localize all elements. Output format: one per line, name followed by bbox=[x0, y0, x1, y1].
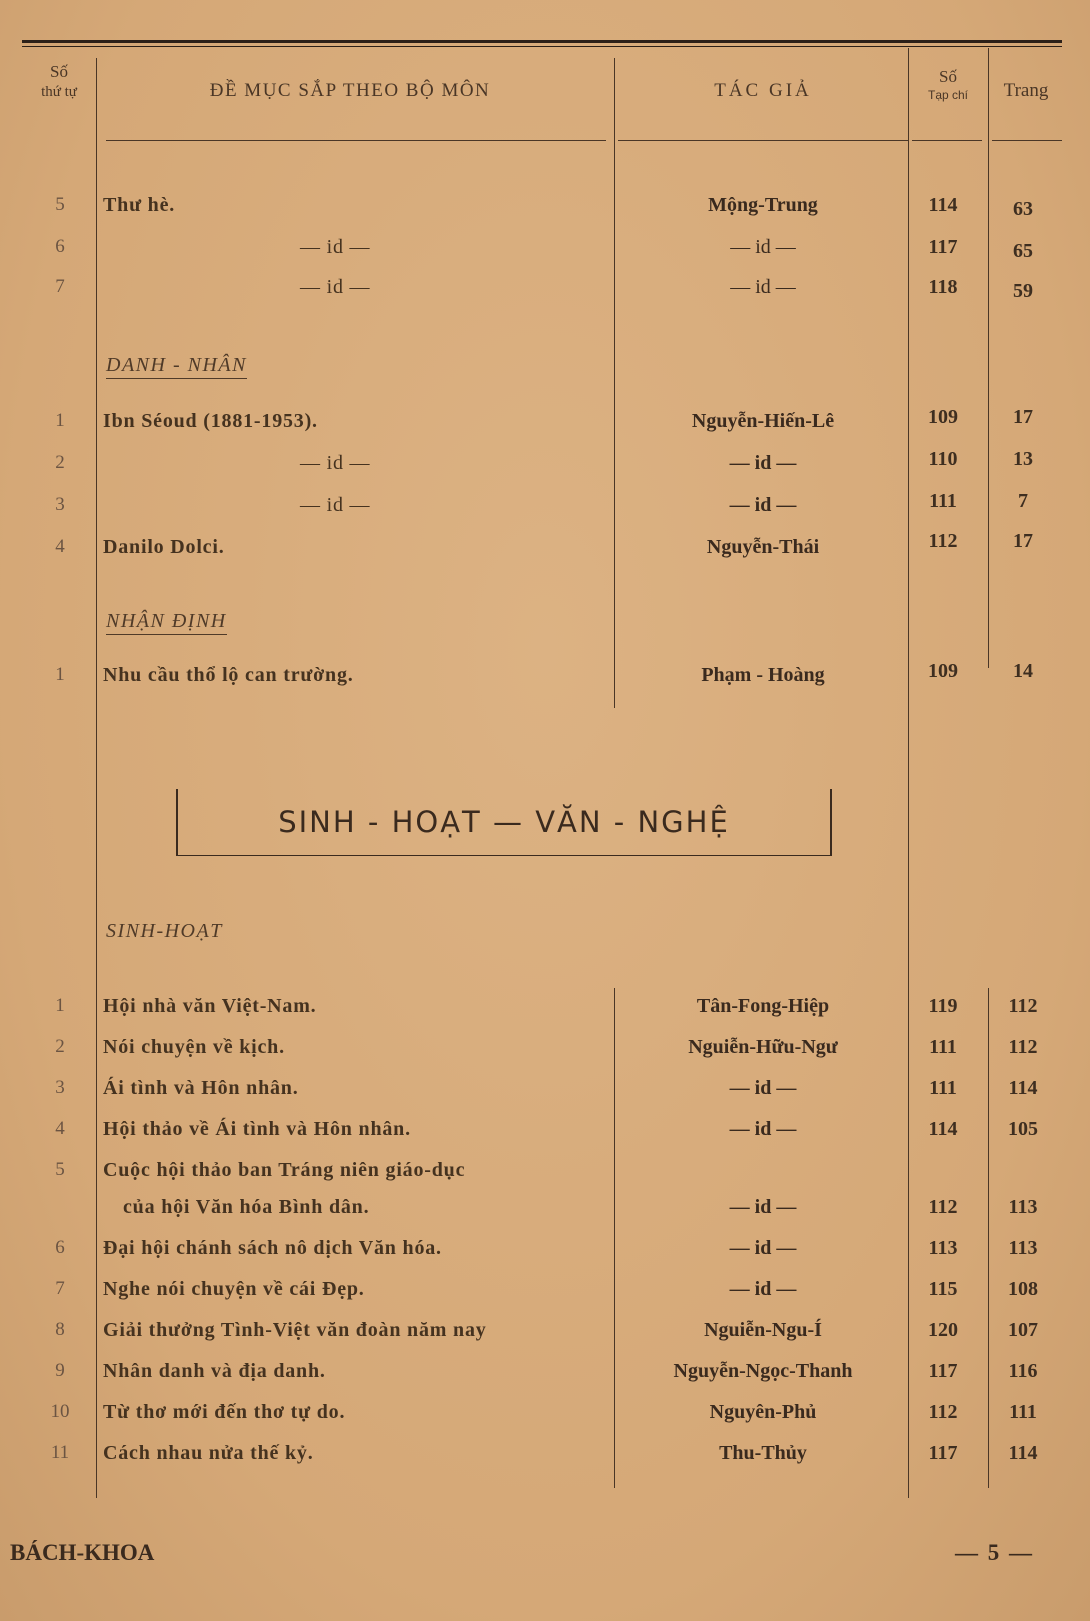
header-page: Trang bbox=[1003, 80, 1049, 101]
row-no: 1 bbox=[55, 410, 65, 431]
row-author: Thu-Thủy bbox=[719, 1442, 807, 1464]
row-no: 3 bbox=[55, 494, 65, 515]
row-author: Nguiễn-Hữu-Ngư bbox=[688, 1036, 838, 1058]
row-author: Phạm - Hoàng bbox=[701, 664, 825, 686]
row-issue: 111 bbox=[929, 1036, 957, 1058]
row-title: Nói chuyện về kịch. bbox=[103, 1036, 285, 1058]
row-page: 116 bbox=[1008, 1360, 1038, 1382]
divider-title-lower bbox=[614, 988, 615, 1488]
row-no: 5 bbox=[55, 1159, 65, 1180]
row-author: Nguyễn-Ngọc-Thanh bbox=[673, 1360, 853, 1382]
row-page: 113 bbox=[1008, 1237, 1038, 1259]
row-page: 112 bbox=[1008, 995, 1038, 1017]
row-issue: 115 bbox=[928, 1278, 958, 1300]
row-no: 4 bbox=[55, 1118, 65, 1139]
top-rule-thin bbox=[22, 46, 1062, 47]
header-no: Số thứ tự bbox=[41, 62, 77, 100]
header-underline-title bbox=[106, 140, 606, 141]
row-author: — id — bbox=[730, 236, 796, 258]
row-page: 59 bbox=[1013, 280, 1033, 302]
row-issue: 114 bbox=[928, 194, 958, 216]
row-title: Nhu cầu thổ lộ can trường. bbox=[103, 664, 354, 686]
row-page: 14 bbox=[1013, 660, 1033, 682]
divider-no bbox=[96, 58, 97, 1498]
row-page: 17 bbox=[1013, 406, 1033, 428]
row-no: 7 bbox=[55, 1278, 65, 1299]
row-no: 2 bbox=[55, 1036, 65, 1057]
section-heading: DANH - NHÂN bbox=[106, 354, 247, 379]
row-title: Thư hè. bbox=[103, 194, 176, 216]
row-title: Cuộc hội thảo ban Tráng niên giáo-dục bbox=[103, 1159, 466, 1181]
row-title: Hội thảo về Ái tình và Hôn nhân. bbox=[103, 1118, 411, 1140]
row-page: 107 bbox=[1008, 1319, 1038, 1341]
header-title: ĐỀ MỤC SẮP THEO BỘ MÔN bbox=[209, 80, 491, 101]
row-title: Cách nhau nửa thế kỷ. bbox=[103, 1442, 314, 1464]
row-no: 6 bbox=[55, 1237, 65, 1258]
row-title: Giải thưởng Tình-Việt văn đoàn năm nay bbox=[103, 1319, 487, 1341]
row-no: 4 bbox=[55, 536, 65, 557]
row-author: — id — bbox=[729, 494, 797, 516]
header-underline-issue bbox=[912, 140, 982, 141]
row-page: 17 bbox=[1013, 530, 1033, 552]
row-title: Nghe nói chuyện về cái Đẹp. bbox=[103, 1278, 365, 1300]
row-author: — id — bbox=[729, 1237, 797, 1259]
row-no: 3 bbox=[55, 1077, 65, 1098]
row-no: 2 bbox=[55, 452, 65, 473]
row-issue: 114 bbox=[928, 1118, 958, 1140]
row-page: 112 bbox=[1008, 1036, 1038, 1058]
row-issue: 112 bbox=[928, 530, 958, 552]
row-issue: 109 bbox=[928, 406, 958, 428]
row-author: — id — bbox=[729, 1196, 797, 1218]
header-underline-author bbox=[618, 140, 908, 141]
row-issue: 120 bbox=[928, 1319, 958, 1341]
header-issue: Số Tạp chí bbox=[927, 67, 969, 102]
row-issue: 111 bbox=[929, 1077, 957, 1099]
banner-text: SINH - HOẠT — VĂN - NGHỆ bbox=[278, 805, 730, 839]
row-title: Ái tình và Hôn nhân. bbox=[103, 1077, 299, 1099]
row-author: Nguyễn-Hiến-Lê bbox=[691, 410, 835, 432]
row-issue: 117 bbox=[928, 1360, 958, 1382]
row-title-continued: của hội Văn hóa Bình dân. bbox=[123, 1196, 370, 1218]
row-issue: 112 bbox=[928, 1196, 958, 1218]
row-page: 63 bbox=[1013, 198, 1033, 220]
row-page: 65 bbox=[1013, 240, 1033, 262]
row-no: 5 bbox=[55, 194, 65, 215]
row-title: Hội nhà văn Việt-Nam. bbox=[103, 995, 317, 1017]
row-no: 1 bbox=[55, 995, 65, 1016]
row-issue: 117 bbox=[928, 1442, 958, 1464]
row-author: — id — bbox=[729, 452, 797, 474]
row-title: — id — bbox=[300, 276, 371, 298]
row-author: Mộng-Trung bbox=[708, 194, 818, 216]
row-no: 10 bbox=[50, 1401, 70, 1422]
top-rule bbox=[22, 40, 1062, 43]
row-title: — id — bbox=[300, 494, 371, 516]
section-banner bbox=[176, 789, 832, 856]
row-no: 1 bbox=[55, 664, 65, 685]
divider-title-upper bbox=[614, 58, 615, 708]
row-title: — id — bbox=[300, 452, 371, 474]
section-heading: SINH-HOẠT bbox=[106, 920, 223, 942]
row-no: 8 bbox=[55, 1319, 65, 1340]
row-author: Nguiễn-Ngu-Í bbox=[704, 1319, 822, 1341]
row-issue: 119 bbox=[928, 995, 958, 1017]
row-author: Nguyên-Phủ bbox=[709, 1401, 817, 1423]
row-issue: 118 bbox=[928, 276, 958, 298]
row-title: — id — bbox=[300, 236, 371, 258]
row-author: — id — bbox=[730, 276, 796, 298]
row-author: — id — bbox=[729, 1118, 797, 1140]
publication-name: BÁCH-KHOA bbox=[10, 1540, 155, 1565]
row-title: Từ thơ mới đến thơ tự do. bbox=[103, 1401, 346, 1423]
row-no: 9 bbox=[55, 1360, 65, 1381]
row-no: 6 bbox=[55, 236, 65, 257]
row-page: 105 bbox=[1008, 1118, 1038, 1140]
page-number: — 5 — bbox=[955, 1540, 1034, 1565]
row-issue: 109 bbox=[928, 660, 958, 682]
row-page: 114 bbox=[1008, 1077, 1038, 1099]
row-page: 111 bbox=[1009, 1401, 1037, 1423]
row-issue: 113 bbox=[928, 1237, 958, 1259]
row-title: Đại hội chánh sách nô dịch Văn hóa. bbox=[103, 1237, 442, 1259]
divider-issue bbox=[988, 48, 989, 668]
header-author: TÁC GIẢ bbox=[714, 80, 812, 101]
row-issue: 117 bbox=[928, 236, 958, 258]
row-issue: 111 bbox=[929, 490, 957, 512]
row-author: — id — bbox=[729, 1077, 797, 1099]
row-page: 114 bbox=[1008, 1442, 1038, 1464]
section-heading: NHẬN ĐỊNH bbox=[106, 610, 227, 635]
row-title: Ibn Séoud (1881-1953). bbox=[103, 410, 318, 432]
row-page: 113 bbox=[1008, 1196, 1038, 1218]
row-title: Nhân danh và địa danh. bbox=[103, 1360, 326, 1382]
row-author: Tân-Fong-Hiệp bbox=[696, 995, 830, 1017]
row-no: 7 bbox=[55, 276, 65, 297]
row-title: Danilo Dolci. bbox=[103, 536, 225, 558]
row-page: 108 bbox=[1008, 1278, 1038, 1300]
row-issue: 112 bbox=[928, 1401, 958, 1423]
row-author: Nguyễn-Thái bbox=[706, 536, 820, 558]
row-no: 11 bbox=[50, 1442, 70, 1463]
row-issue: 110 bbox=[928, 448, 958, 470]
header-underline-page bbox=[992, 140, 1062, 141]
row-page: 7 bbox=[1018, 490, 1028, 512]
row-page: 13 bbox=[1013, 448, 1033, 470]
row-author: — id — bbox=[729, 1278, 797, 1300]
